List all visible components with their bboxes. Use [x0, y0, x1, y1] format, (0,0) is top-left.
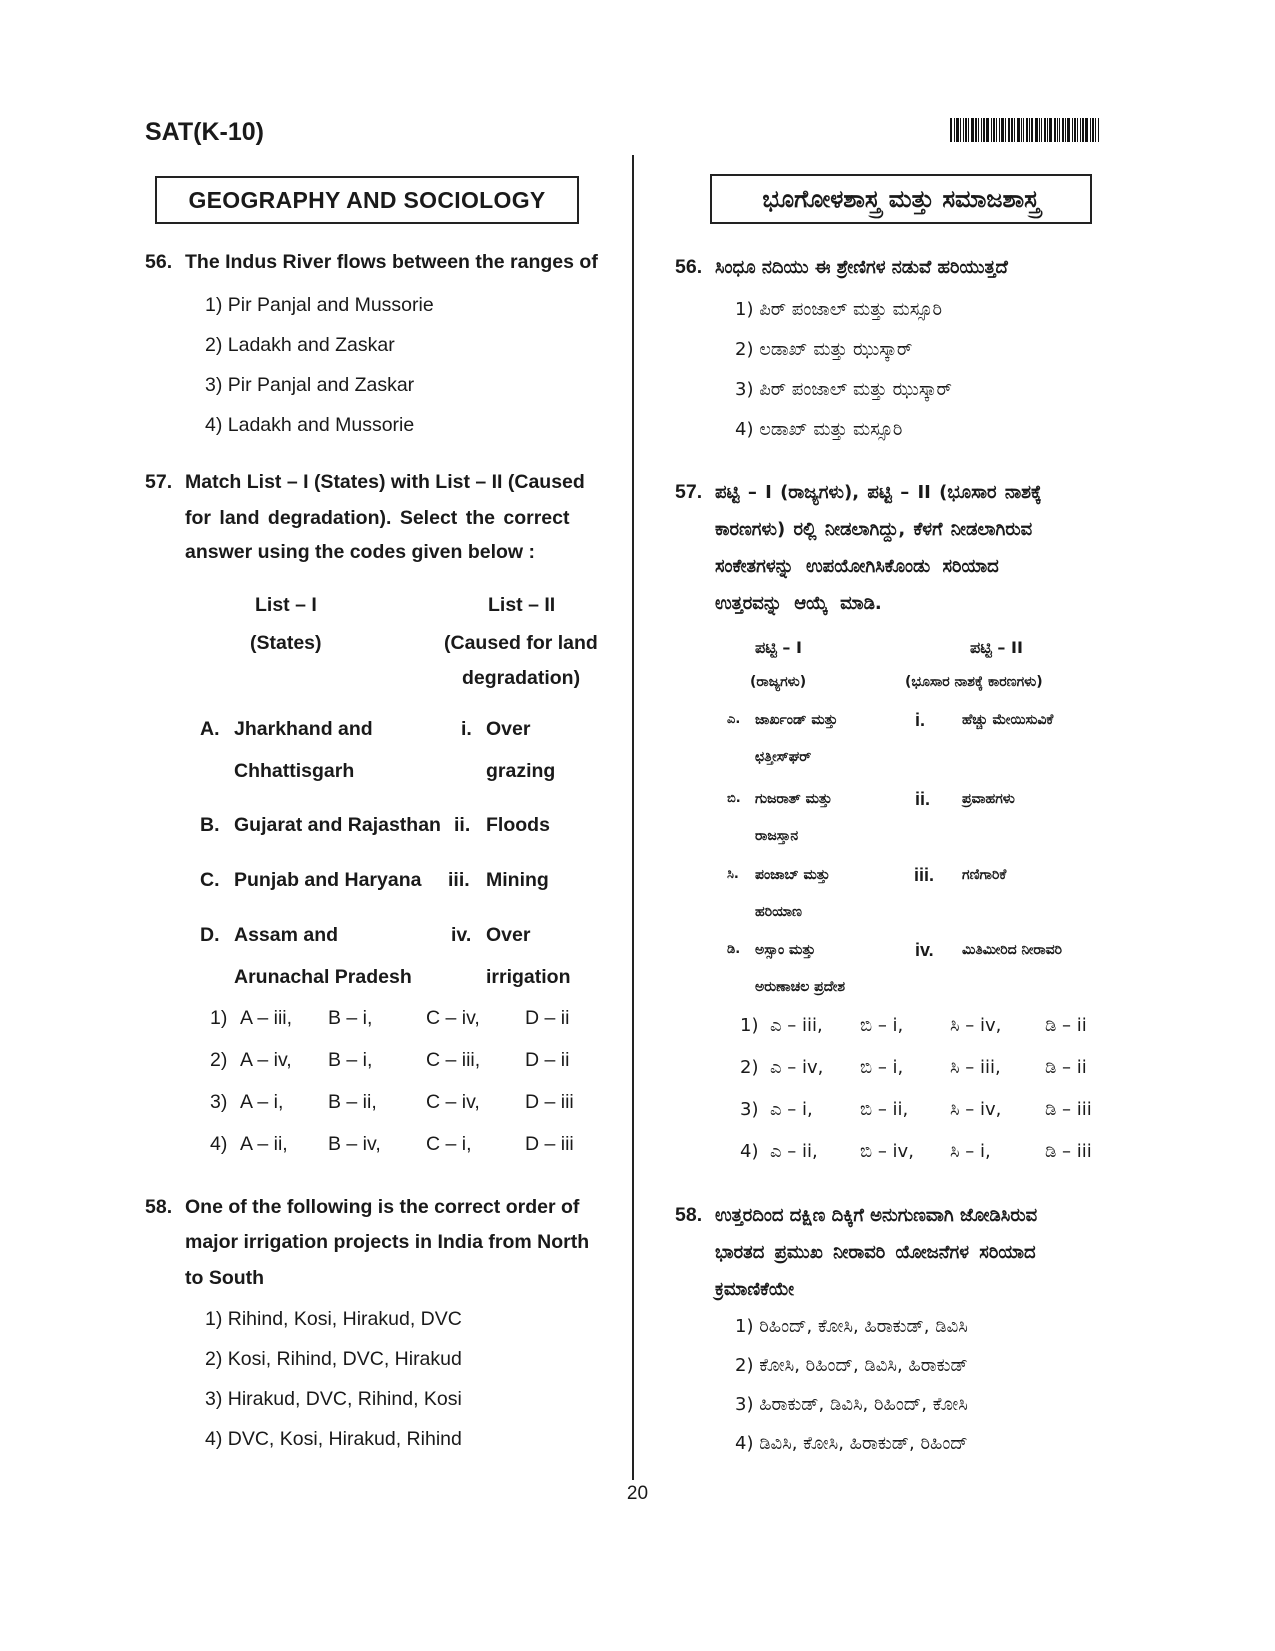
section-title-english: GEOGRAPHY AND SOCIOLOGY — [155, 176, 579, 224]
section-title-kannada: ಭೂಗೋಳಶಾಸ್ತ್ರ ಮತ್ತು ಸಮಾಜಶಾಸ್ತ್ರ — [710, 174, 1092, 224]
code-option-number: 2) — [210, 1049, 228, 1071]
question-number: 58. — [675, 1204, 703, 1226]
row-state: Assam and — [234, 924, 339, 946]
barcode-bar — [1047, 118, 1048, 142]
page-number: 20 — [626, 1483, 649, 1504]
barcode-bar — [971, 118, 974, 142]
column-divider — [632, 155, 634, 1480]
row-state: ಅಸ್ಸಾಂ ಮತ್ತು — [755, 942, 816, 958]
barcode-bar — [1077, 118, 1078, 142]
barcode-bar — [950, 118, 952, 142]
list-1-heading: List – I — [255, 594, 317, 616]
barcode-bar — [1092, 118, 1094, 142]
row-roman: ii. — [915, 789, 931, 809]
question-line: major irrigation projects in India from North — [185, 1231, 590, 1253]
barcode-bar — [1049, 118, 1052, 142]
barcode-bar — [1065, 118, 1066, 142]
row-state: ಪಂಜಾಬ್ ಮತ್ತು — [755, 867, 830, 883]
code-pair: ಎ – i, — [770, 1099, 813, 1120]
question-line: ಕಾರಣಗಳು) ರಲ್ಲಿ ನೀಡಲಾಗಿದ್ದು, ಕೆಳಗೆ ನೀಡಲಾಗಿರುವ — [715, 519, 1033, 540]
row-state: Punjab and Haryana — [234, 869, 422, 891]
code-pair: ಎ – iv, — [770, 1057, 824, 1078]
code-pair: A – ii, — [240, 1133, 288, 1155]
barcode-bar — [983, 118, 985, 142]
code-pair: ಸಿ – iii, — [950, 1057, 1001, 1078]
code-pair: ಎ – iii, — [770, 1015, 823, 1036]
code-pair: A – iv, — [240, 1049, 292, 1071]
question-line: ಉತ್ತರದಿಂದ ದಕ್ಷಿಣ ದಿಕ್ಕಿಗೆ ಅನುಗುಣವಾಗಿ ಜೋಡಿಸಿರುವ — [715, 1205, 1038, 1226]
option: 3) ಪಿರ್ ಪಂಜಾಲ್ ಮತ್ತು ಝುಸ್ಕಾರ್ — [735, 379, 952, 400]
question-line: ಉತ್ತರವನ್ನು ಆಯ್ಕೆ ಮಾಡಿ. — [715, 593, 882, 614]
code-option-number: 4) — [740, 1141, 759, 1162]
code-pair: ಬಿ – i, — [860, 1015, 904, 1036]
row-state: Arunachal Pradesh — [234, 966, 412, 988]
list-2-heading: List – II — [488, 594, 556, 616]
barcode-bar — [954, 118, 955, 142]
row-letter: ಬಿ. — [727, 791, 741, 806]
question-56-en — [145, 245, 605, 281]
question-number: 57. — [145, 471, 173, 493]
question-text: The Indus River flows between the ranges of — [185, 251, 598, 273]
option: 2) Kosi, Rihind, DVC, Hirakud — [205, 1348, 462, 1370]
row-roman: iv. — [451, 924, 472, 946]
code-option-number: 1) — [210, 1007, 228, 1029]
row-letter: D. — [200, 924, 220, 946]
barcode-bar — [1090, 118, 1091, 142]
option: 3) Pir Panjal and Zaskar — [205, 374, 415, 396]
code-pair: B – i, — [328, 1049, 373, 1071]
code-pair: D – ii — [525, 1007, 570, 1029]
code-pair: B – iv, — [328, 1133, 381, 1155]
barcode-bar — [1021, 118, 1022, 142]
question-number: 57. — [675, 481, 703, 503]
barcode-bar — [991, 118, 992, 142]
list-2-heading: ಪಟ್ಟಿ – II — [970, 638, 1023, 657]
row-cause: Over — [486, 718, 531, 740]
row-state: Chhattisgarh — [234, 760, 355, 782]
barcode-bar — [996, 118, 997, 142]
exam-code: SAT(K-10) — [145, 118, 264, 146]
barcode-bar — [1039, 118, 1040, 142]
row-state: ಗುಜರಾತ್ ಮತ್ತು — [755, 791, 832, 807]
row-cause: grazing — [486, 760, 556, 782]
code-pair: ಸಿ – iv, — [950, 1099, 1002, 1120]
row-state: ಛತ್ತೀಸ್‌ಘರ್ — [755, 749, 812, 765]
row-letter: ಸಿ. — [727, 867, 739, 882]
barcode-bar — [1031, 118, 1033, 142]
barcode-bar — [1062, 118, 1064, 142]
option: 1) Rihind, Kosi, Hirakud, DVC — [205, 1308, 462, 1330]
code-pair: C – iii, — [426, 1049, 481, 1071]
list-1-heading: ಪಟ್ಟಿ – I — [755, 638, 802, 657]
question-56-kn — [675, 250, 1145, 286]
barcode-bar — [1098, 118, 1099, 142]
code-option-number: 3) — [740, 1099, 759, 1120]
row-state: Jharkhand and — [234, 718, 373, 740]
question-number: 56. — [145, 251, 173, 273]
option: 2) ಲಡಾಖ್ ಮತ್ತು ಝುಸ್ಕಾರ್ — [735, 339, 913, 360]
question-line: ಪಟ್ಟಿ – I (ರಾಜ್ಯಗಳು), ಪಟ್ಟಿ – II (ಭೂಸಾರ ನಾಶಕ್ಕೆ — [715, 482, 1042, 503]
question-number: 58. — [145, 1196, 173, 1218]
question-text: ಸಿಂಧೂ ನದಿಯು ಈ ಶ್ರೇಣಿಗಳ ನಡುವೆ ಹರಿಯುತ್ತದೆ — [715, 257, 1008, 278]
option: 4) DVC, Kosi, Hirakud, Rihind — [205, 1428, 462, 1450]
barcode-bar — [981, 118, 982, 142]
list-2-subheading: (ಭೂಸಾರ ನಾಶಕ್ಕೆ ಕಾರಣಗಳು) — [905, 674, 1043, 690]
row-letter: B. — [200, 814, 220, 836]
code-pair: ಬಿ – iv, — [860, 1141, 914, 1162]
option: 3) Hirakud, DVC, Rihind, Kosi — [205, 1388, 462, 1410]
code-pair: ಬಿ – ii, — [860, 1099, 909, 1120]
row-cause: Over — [486, 924, 531, 946]
code-option-number: 4) — [210, 1133, 228, 1155]
barcode-bar — [978, 118, 979, 142]
code-option-number: 1) — [740, 1015, 759, 1036]
option: 1) ಪಿರ್ ಪಂಜಾಲ್ ಮತ್ತು ಮಸ್ಸೂರಿ — [735, 299, 943, 320]
barcode-bar — [1026, 118, 1028, 142]
row-state: ರಾಜಸ್ತಾನ — [755, 828, 799, 844]
row-roman: ii. — [454, 814, 471, 836]
option: 2) ಕೋಸಿ, ರಿಹಿಂದ್, ಡಿವಿಸಿ, ಹಿರಾಕುಡ್ — [735, 1355, 968, 1376]
row-state: ಹರಿಯಾಣ — [755, 904, 802, 920]
barcode-bar — [1054, 118, 1056, 142]
code-pair: D – iii — [525, 1133, 574, 1155]
code-pair: A – i, — [240, 1091, 284, 1113]
option: 3) ಹಿರಾಕುಡ್, ಡಿವಿಸಿ, ರಿಹಿಂದ್, ಕೋಸಿ — [735, 1394, 968, 1415]
code-pair: D – iii — [525, 1091, 574, 1113]
code-pair: ಬಿ – i, — [860, 1057, 904, 1078]
barcode-bar — [1085, 118, 1088, 142]
barcode-bar — [1035, 118, 1038, 142]
row-roman: iii. — [914, 865, 935, 885]
list-1-subheading: (ರಾಜ್ಯಗಳು) — [750, 674, 807, 690]
barcode-bar — [1080, 118, 1081, 142]
row-cause: Mining — [486, 869, 549, 891]
list-2-subheading: (Caused for land — [444, 632, 598, 654]
barcode-bar — [1017, 118, 1020, 142]
barcode-bar — [965, 118, 967, 142]
list-2-subheading: degradation) — [462, 667, 581, 689]
row-cause: ಗಣಿಗಾರಿಕೆ — [962, 867, 1007, 883]
code-option-number: 2) — [740, 1057, 759, 1078]
option: 1) ರಿಹಿಂದ್, ಕೋಸಿ, ಹಿರಾಕುಡ್, ಡಿವಿಸಿ — [735, 1316, 968, 1337]
barcode-bar — [993, 118, 995, 142]
barcode-bar — [963, 118, 964, 142]
row-state: ಜಾರ್ಖಂಡ್ ಮತ್ತು — [755, 712, 838, 728]
barcode — [950, 118, 1128, 142]
row-state: Gujarat and Rajasthan — [234, 814, 441, 836]
row-roman: iv. — [915, 940, 934, 960]
row-cause: ಪ್ರವಾಹಗಳು — [962, 791, 1015, 807]
code-pair: C – iv, — [426, 1007, 480, 1029]
row-letter: A. — [200, 718, 220, 740]
option: 2) Ladakh and Zaskar — [205, 334, 395, 356]
barcode-bar — [956, 118, 959, 142]
row-roman: i. — [915, 710, 926, 730]
code-pair: C – i, — [426, 1133, 472, 1155]
row-cause: ಮಿತಿಮೀರಿದ ನೀರಾವರಿ — [962, 942, 1063, 958]
barcode-bar — [1041, 118, 1042, 142]
question-line: to South — [185, 1267, 265, 1289]
barcode-bar — [1067, 118, 1070, 142]
option: 1) Pir Panjal and Mussorie — [205, 294, 434, 316]
row-roman: iii. — [448, 869, 470, 891]
list-1-subheading: (States) — [250, 632, 322, 654]
row-letter: ಡಿ. — [727, 942, 741, 957]
question-line: ಭಾರತದ ಪ್ರಮುಖ ನೀರಾವರಿ ಯೋಜನೆಗಳ ಸರಿಯಾದ — [715, 1242, 1036, 1263]
barcode-bar — [1072, 118, 1073, 142]
question-line: for land degradation). Select the correct — [185, 507, 570, 529]
code-pair: ಎ – ii, — [770, 1141, 818, 1162]
barcode-bar — [999, 118, 1000, 142]
barcode-bar — [1011, 118, 1013, 142]
barcode-bar — [1082, 118, 1084, 142]
question-line: One of the following is the correct order of — [185, 1196, 580, 1218]
question-line: ಕ್ರಮಾಣಿಕೆಯೇ — [715, 1279, 795, 1300]
row-cause: Floods — [486, 814, 550, 836]
row-roman: i. — [461, 718, 472, 740]
row-cause: ಹೆಚ್ಚು ಮೇಯಿಸುವಿಕೆ — [962, 712, 1054, 728]
barcode-bar — [1057, 118, 1058, 142]
barcode-bar — [1059, 118, 1060, 142]
code-pair: ಡಿ – iii — [1045, 1141, 1092, 1162]
barcode-bar — [1074, 118, 1076, 142]
barcode-bar — [975, 118, 977, 142]
barcode-bar — [1095, 118, 1096, 142]
barcode-bar — [1008, 118, 1010, 142]
barcode-bar — [1029, 118, 1030, 142]
code-pair: ಸಿ – i, — [950, 1141, 991, 1162]
option: 4) ಡಿವಿಸಿ, ಕೋಸಿ, ಹಿರಾಕುಡ್, ರಿಹಿಂದ್ — [735, 1433, 968, 1454]
barcode-bar — [986, 118, 989, 142]
code-pair: ಡಿ – iii — [1045, 1099, 1092, 1120]
row-cause: irrigation — [486, 966, 571, 988]
code-pair: B – ii, — [328, 1091, 377, 1113]
question-line: ಸಂಕೇತಗಳನ್ನು ಉಪಯೋಗಿಸಿಕೊಂಡು ಸರಿಯಾದ — [715, 556, 999, 577]
row-letter: C. — [200, 869, 220, 891]
code-pair: C – iv, — [426, 1091, 480, 1113]
row-letter: ಎ. — [727, 712, 741, 727]
barcode-bar — [1044, 118, 1046, 142]
barcode-bar — [960, 118, 961, 142]
code-pair: D – ii — [525, 1049, 570, 1071]
barcode-bar — [1014, 118, 1015, 142]
barcode-bar — [968, 118, 969, 142]
barcode-bar — [1023, 118, 1024, 142]
barcode-bar — [1005, 118, 1006, 142]
question-number: 56. — [675, 256, 703, 278]
code-pair: ಡಿ – ii — [1045, 1015, 1087, 1036]
code-pair: ಡಿ – ii — [1045, 1057, 1087, 1078]
code-pair: A – iii, — [240, 1007, 293, 1029]
code-pair: ಸಿ – iv, — [950, 1015, 1002, 1036]
option: 4) ಲಡಾಖ್ ಮತ್ತು ಮಸ್ಸೂರಿ — [735, 419, 903, 440]
option: 4) Ladakh and Mussorie — [205, 414, 415, 436]
code-option-number: 3) — [210, 1091, 228, 1113]
barcode-bar — [1001, 118, 1004, 142]
question-line: answer using the codes given below : — [185, 541, 535, 563]
row-state: ಅರುಣಾಚಲ ಪ್ರದೇಶ — [755, 979, 846, 995]
code-pair: B – i, — [328, 1007, 373, 1029]
question-line: Match List – I (States) with List – II (Caused — [185, 471, 585, 493]
